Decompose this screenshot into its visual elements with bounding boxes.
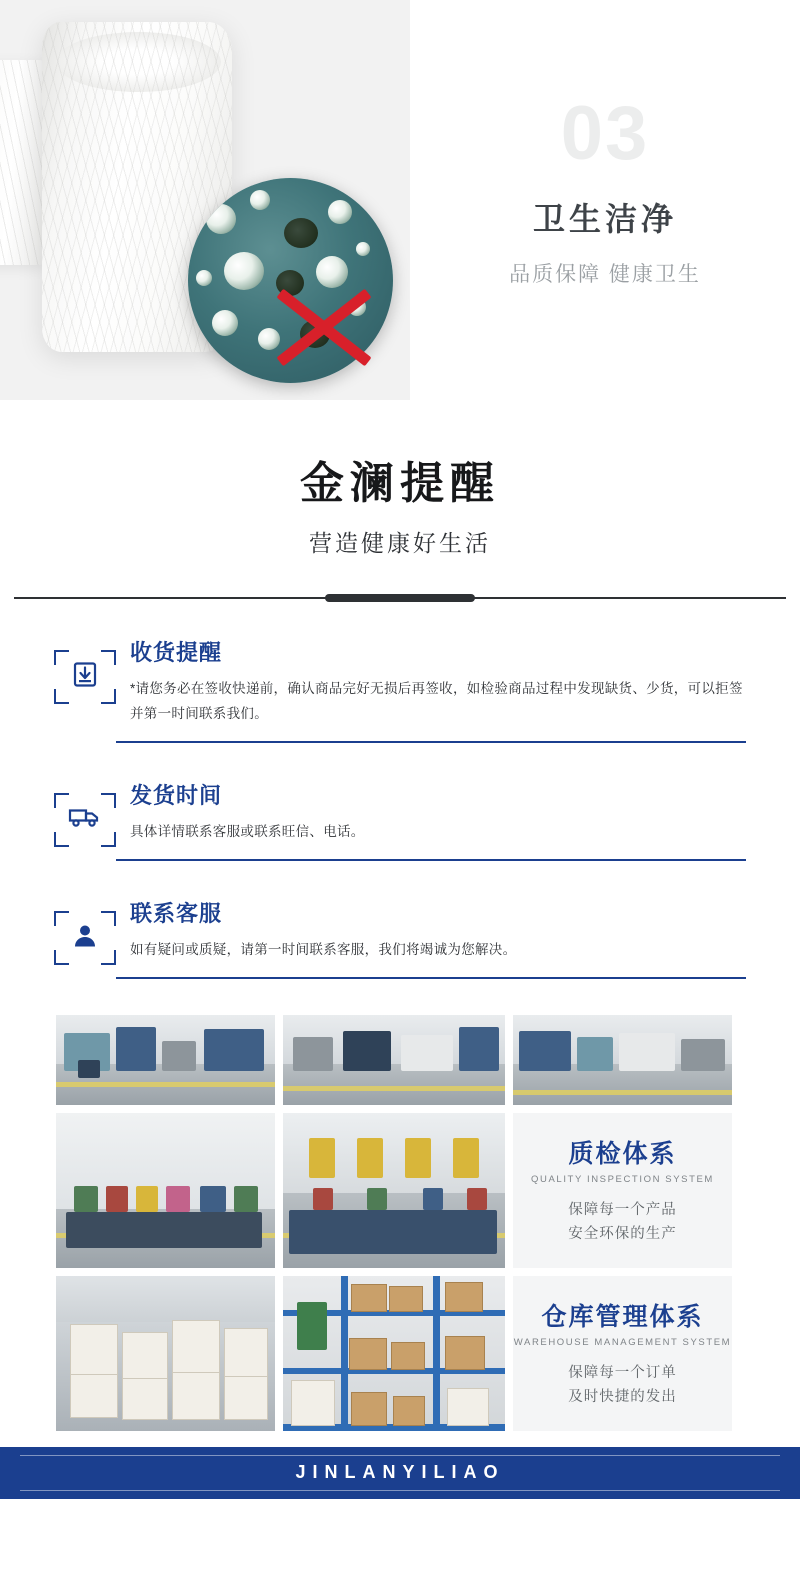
tip-body [116, 897, 746, 979]
tip-item-receiving [54, 636, 746, 753]
panel-line-1: 保障每一个产品 [568, 1201, 677, 1218]
gallery-photo-workshop-2 [283, 1015, 505, 1105]
tip-heading: 收货提醒 [130, 640, 223, 665]
person-glyph [71, 921, 99, 954]
panel-title: 仓库管理体系 [541, 1302, 704, 1331]
hero-text-block [410, 0, 800, 405]
tip-text: 具体详情联系客服或联系旺信、电话。 [130, 823, 365, 839]
person-icon [54, 907, 116, 969]
tip-text: 如有疑问或质疑，请第一时间联系客服，我们将竭诚为您解决。 [130, 941, 517, 957]
footer-brand-text: JINLANYILIAO [295, 1462, 505, 1483]
gallery-photo-workshop-1 [56, 1015, 275, 1105]
truck-icon [54, 789, 116, 851]
notice-title: 金澜提醒 [300, 459, 500, 508]
gallery-photo-warehouse-1 [56, 1276, 275, 1431]
download-box-icon [54, 646, 116, 708]
gallery-photo-workshop-3 [513, 1015, 732, 1105]
tip-body [116, 636, 746, 743]
download-box-glyph [70, 660, 100, 695]
hero-product-photo [0, 0, 410, 400]
gallery-row-2 [56, 1113, 744, 1268]
section-divider [14, 594, 786, 602]
notice-header [0, 405, 800, 602]
gallery-photo-assembly-2 [283, 1113, 505, 1268]
brand-footer-bar [0, 1447, 800, 1499]
tip-text: *请您务必在签收快递前，确认商品完好无损后再签收，如检验商品过程中发现缺货、少货，可以拒签并第一时间联系我们。 [130, 681, 743, 721]
red-x-mark-icon [268, 278, 380, 374]
tip-body [116, 779, 746, 861]
footer-frame [20, 1455, 780, 1491]
tips-list [0, 602, 800, 989]
tip-item-customer-service [54, 897, 746, 989]
panel-line-1: 保障每一个订单 [568, 1364, 677, 1381]
tip-heading: 发货时间 [130, 782, 223, 808]
gallery-row-3 [56, 1276, 744, 1431]
panel-english-title: QUALITY INSPECTION SYSTEM [531, 1173, 714, 1185]
hero-subtitle: 品质保障 健康卫生 [509, 263, 701, 286]
panel-line-2: 及时快捷的发出 [568, 1388, 677, 1405]
factory-gallery [56, 1015, 744, 1431]
gallery-photo-warehouse-2 [283, 1276, 505, 1431]
panel-english-title: WAREHOUSE MANAGEMENT SYSTEM [513, 1336, 732, 1348]
hero-section-number: 03 [560, 91, 650, 176]
hero-title: 卫生洁净 [532, 201, 677, 237]
panel-title: 质检体系 [568, 1139, 677, 1168]
gallery-row-1 [56, 1015, 744, 1105]
panel-line-2: 安全环保的生产 [568, 1225, 677, 1242]
truck-glyph [68, 805, 102, 834]
gallery-photo-assembly-1 [56, 1113, 275, 1268]
notice-subtitle: 营造健康好生活 [309, 530, 491, 556]
tip-heading: 联系客服 [130, 900, 223, 926]
panel-quality-inspection [513, 1113, 732, 1268]
panel-warehouse-management [513, 1276, 732, 1431]
divider-knob [325, 594, 475, 602]
tip-item-shipping-time [54, 779, 746, 871]
hero-section [0, 0, 800, 405]
